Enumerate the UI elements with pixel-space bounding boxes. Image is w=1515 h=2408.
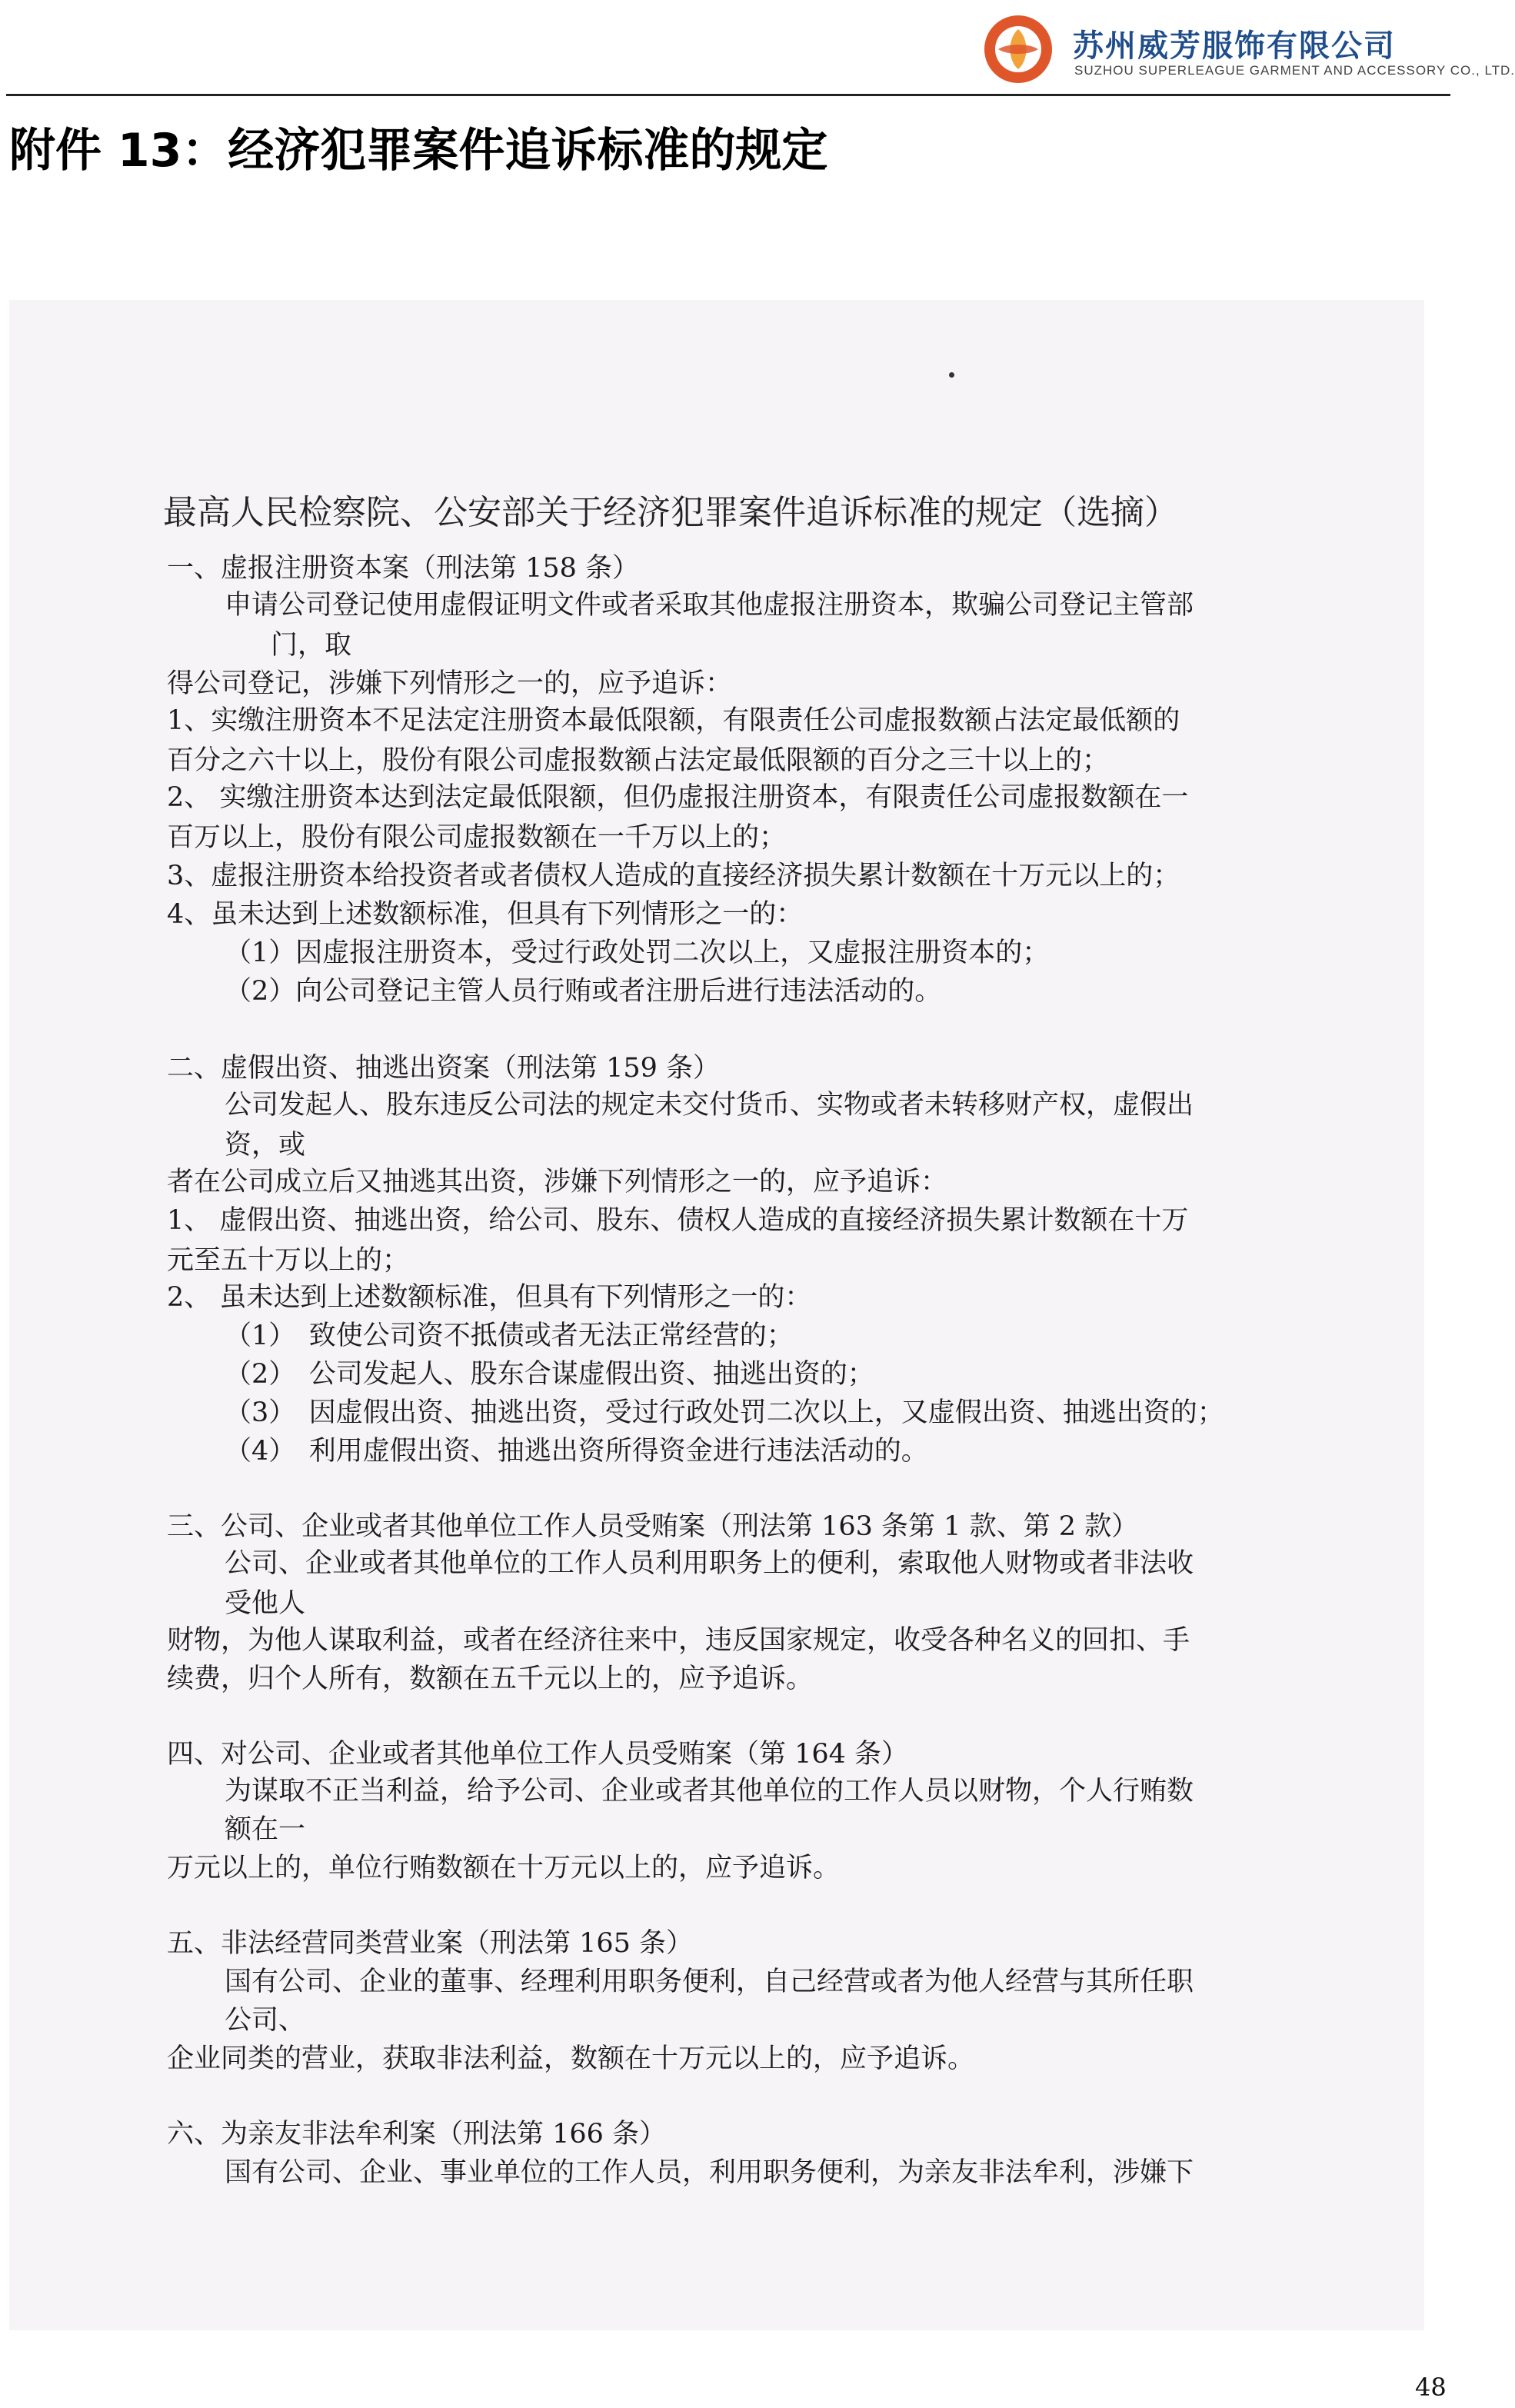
text-line: 者在公司成立后又抽逃其出资，涉嫌下列情形之一的，应予追诉： — [167, 1167, 948, 1197]
text-line: 公司发起人、股东违反公司法的规定未交付货币、实物或者未转移财产权，虚假出 — [225, 1090, 1194, 1121]
header-divider — [6, 94, 1450, 96]
scan-title: 最高人民检察院、公安部关于经济犯罪案件追诉标准的规定（选摘） — [163, 493, 1178, 532]
text-line: 得公司登记，涉嫌下列情形之一的，应予追诉： — [167, 668, 733, 699]
text-line: （3） 因虚假出资、抽逃出资，受过行政处罚二次以上，又虚假出资、抽逃出资的； — [225, 1397, 1224, 1428]
text-line: （4） 利用虚假出资、抽逃出资所得资金进行违法活动的。 — [225, 1436, 928, 1467]
text-line: 为谋取不正当利益，给予公司、企业或者其他单位的工作人员以财物，个人行贿数 — [225, 1776, 1194, 1807]
text-line: （2） 公司发起人、股东合谋虚假出资、抽逃出资的； — [225, 1359, 874, 1390]
text-line: 受他人 — [225, 1588, 306, 1619]
text-line: 1、实缴注册资本不足法定注册资本最低限额，有限责任公司虚报数额占法定最低额的 — [167, 705, 1180, 736]
section-heading: 六、为亲友非法牟利案（刑法第 166 条） — [167, 2119, 667, 2150]
section-heading: 四、对公司、企业或者其他单位工作人员受贿案（第 164 条） — [167, 1739, 909, 1770]
text-line: 申请公司登记使用虚假证明文件或者采取其他虚报注册资本，欺骗公司登记主管部 — [225, 590, 1194, 621]
company-name-cn: 苏州威芳服饰有限公司 — [1073, 28, 1396, 64]
section-heading: 二、虚假出资、抽逃出资案（刑法第 159 条） — [167, 1053, 721, 1084]
section-heading: 五、非法经营同类营业案（刑法第 165 条） — [167, 1928, 694, 1959]
company-name-en: SUZHOU SUPERLEAGUE GARMENT AND ACCESSORY CO., LTD. — [1074, 63, 1515, 78]
company-logo-icon — [983, 14, 1054, 85]
text-line: （2）向公司登记主管人员行贿或者注册后进行违法活动的。 — [225, 976, 942, 1007]
text-line: 公司、 — [225, 2005, 306, 2036]
text-line: 国有公司、企业的董事、经理利用职务便利，自己经营或者为他人经营与其所任职 — [225, 1967, 1194, 1997]
text-line: 国有公司、企业、事业单位的工作人员，利用职务便利，为亲友非法牟利，涉嫌下 — [225, 2157, 1194, 2188]
page-header — [0, 0, 1515, 92]
text-line: 元至五十万以上的； — [167, 1245, 410, 1276]
text-line: 4、虽未达到上述数额标准，但具有下列情形之一的： — [167, 899, 804, 930]
text-line: 公司、企业或者其他单位的工作人员利用职务上的便利，索取他人财物或者非法收 — [225, 1548, 1194, 1579]
section-heading: 一、虚报注册资本案（刑法第 158 条） — [167, 553, 640, 584]
text-line: 1、 虚假出资、抽逃出资，给公司、股东、债权人造成的直接经济损失累计数额在十万 — [167, 1205, 1189, 1236]
text-line: 2、 实缴注册资本达到法定最低限额，但仍虚报注册资本，有限责任公司虚报数额在一 — [167, 782, 1189, 813]
text-line: 续费，归个人所有，数额在五千元以上的，应予追诉。 — [167, 1664, 814, 1694]
scanned-document — [9, 300, 1424, 2330]
text-line: 百万以上，股份有限公司虚报数额在一千万以上的； — [167, 822, 787, 853]
page-number: 48 — [1415, 2373, 1447, 2402]
text-line: 2、 虽未达到上述数额标准，但具有下列情形之一的： — [167, 1282, 812, 1313]
text-line: 资，或 — [225, 1130, 306, 1161]
scan-speck — [949, 372, 954, 378]
text-line: 企业同类的营业，获取非法利益，数额在十万元以上的，应予追诉。 — [167, 2043, 975, 2074]
text-line: 百分之六十以上，股份有限公司虚报数额占法定最低限额的百分之三十以上的； — [167, 745, 1110, 776]
text-line: 财物，为他人谋取利益，或者在经济往来中，违反国家规定，收受各种名义的回扣、手 — [167, 1625, 1190, 1656]
section-heading: 三、公司、企业或者其他单位工作人员受贿案（刑法第 163 条第 1 款、第 2 款） — [167, 1511, 1139, 1542]
text-line: 3、虚报注册资本给投资者或者债权人造成的直接经济损失累计数额在十万元以上的； — [167, 861, 1180, 891]
text-line: 门，取 — [271, 630, 352, 661]
text-line: （1） 致使公司资不抵债或者无法正常经营的； — [225, 1321, 794, 1351]
page-title: 附件 13：经济犯罪案件追诉标准的规定 — [9, 124, 828, 178]
text-line: 万元以上的，单位行贿数额在十万元以上的，应予追诉。 — [167, 1853, 841, 1883]
text-line: 额在一 — [225, 1814, 306, 1845]
text-line: （1）因虚报注册资本，受过行政处罚二次以上，又虚报注册资本的； — [225, 938, 1050, 968]
